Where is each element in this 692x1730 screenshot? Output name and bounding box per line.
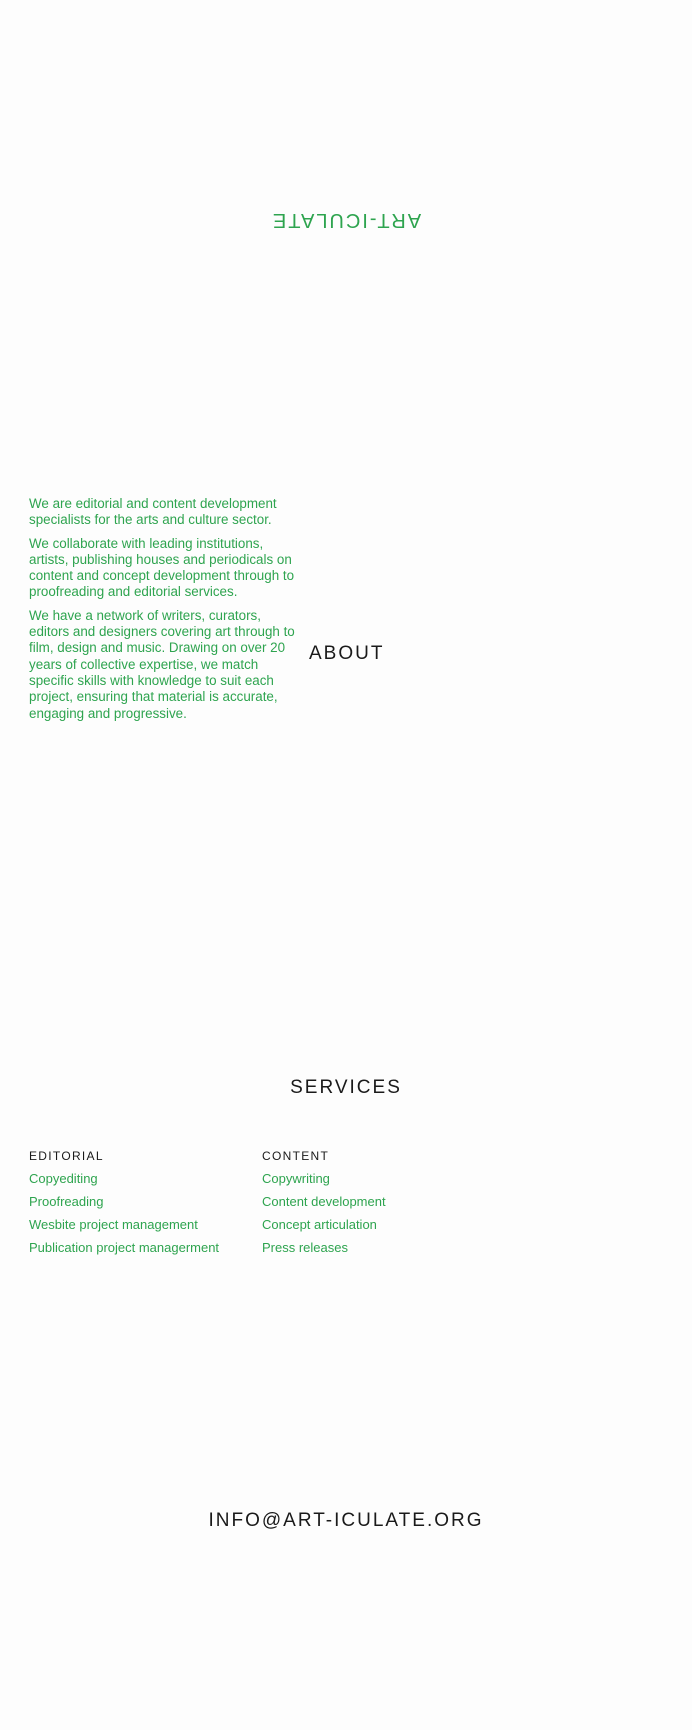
about-paragraph: We have a network of writers, curators, editors and designers covering art through to film, design and music. Drawing on over 20 years of collective expertise, we match specific skills with knowledge to suit each project, ensuring that material is accurate, engaging and progressive. [29, 607, 295, 721]
service-item: Press releases [262, 1240, 348, 1255]
site-logo[interactable]: ART-ICULATE [270, 209, 422, 231]
service-item: Content development [262, 1194, 386, 1209]
service-item: Proofreading [29, 1194, 104, 1209]
content-heading: CONTENT [262, 1149, 330, 1163]
about-paragraph: We collaborate with leading institutions, artists, publishing houses and periodicals on content and concept development through to proofreading and editorial services. [29, 535, 295, 600]
service-item: Copywriting [262, 1171, 330, 1186]
about-text [29, 496, 299, 729]
editorial-column [29, 1147, 219, 1262]
service-item: Concept articulation [262, 1217, 377, 1232]
about-paragraph: We are editorial and content development specialists for the arts and culture sector. [29, 496, 277, 528]
services-title: SERVICES [290, 1077, 402, 1098]
about-title: ABOUT [309, 643, 385, 664]
service-item: Copyediting [29, 1171, 98, 1186]
contact-email-link[interactable]: INFO@ART-ICULATE.ORG [208, 1510, 484, 1531]
service-item: Publication project managerment [29, 1240, 220, 1255]
editorial-heading: EDITORIAL [29, 1149, 104, 1163]
content-column [262, 1147, 386, 1262]
service-item: Wesbite project management [29, 1217, 198, 1232]
